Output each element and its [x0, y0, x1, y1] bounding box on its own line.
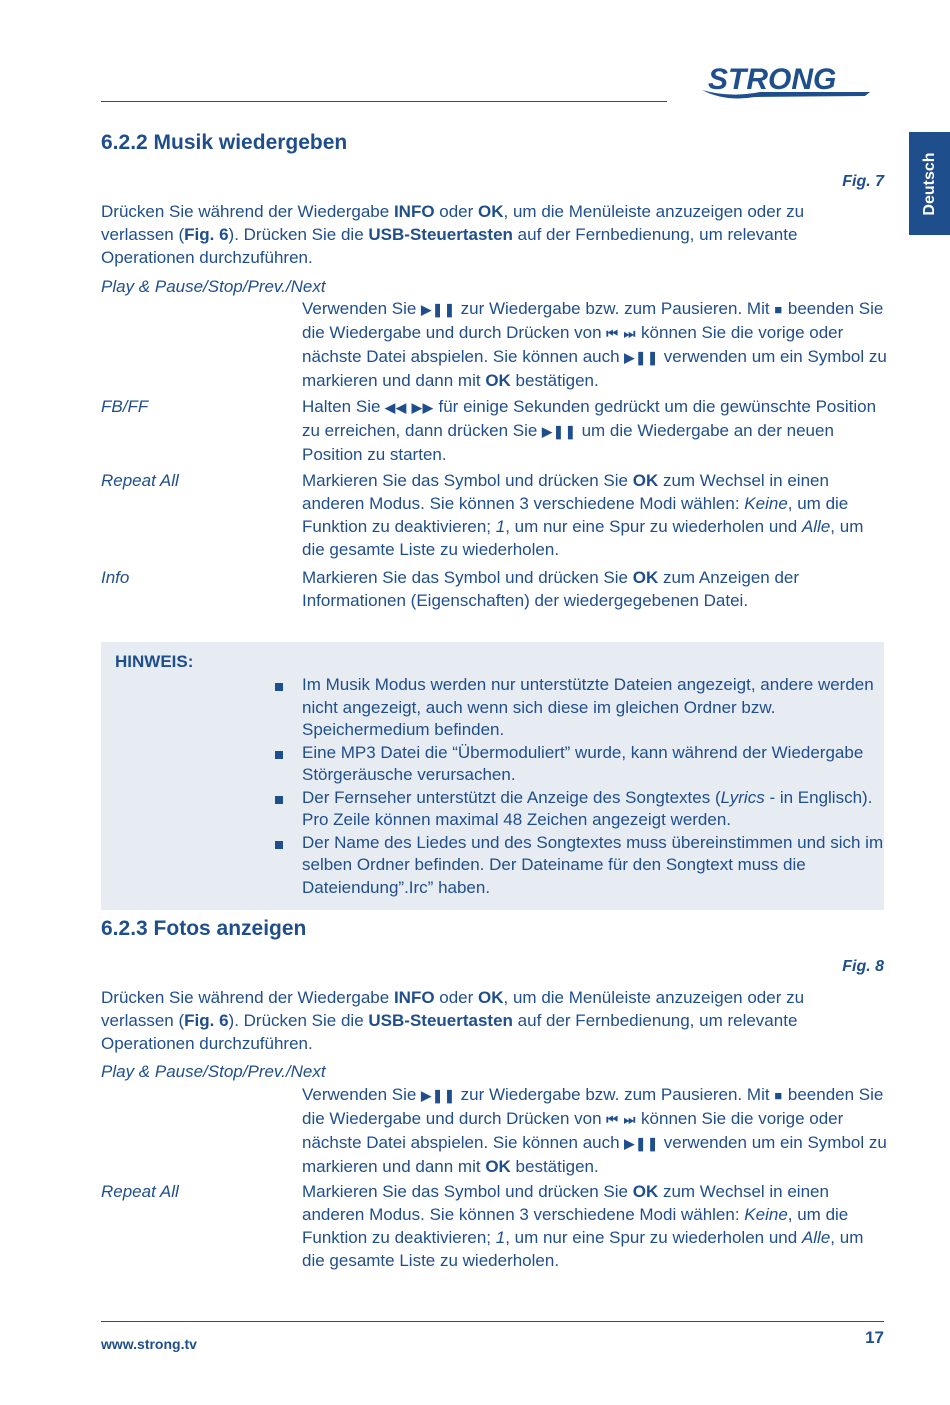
- stop-icon: ■: [774, 1088, 784, 1103]
- item-label-info: Info: [101, 568, 130, 587]
- bullet-icon: [275, 751, 283, 759]
- item-label-repeat: Repeat All: [101, 471, 179, 490]
- stop-icon: ■: [774, 302, 784, 317]
- note-item: Der Fernseher unterstützt die Anzeige des Songtextes (Lyrics - in Englisch). Pro Zeile können maximal 48 Zeichen angezeigt werden.: [302, 787, 892, 832]
- item-desc-play: Verwenden Sie ▶❚❚ zur Wiedergabe bzw. zum Pausieren. Mit ■ beenden Sie die Wiedergabe und durch Drücken von ⏮ ⏭ können Sie die vorige oder nächste Datei abspielen. Sie können auch ▶❚❚ verwenden um ein Symbol zu markieren und dann mit OK bestätigen.: [302, 1085, 887, 1176]
- svg-text:STRONG: STRONG: [708, 63, 837, 96]
- bullet-icon: [275, 841, 283, 849]
- figure-reference: Fig. 8: [842, 958, 884, 975]
- rewind-forward-icon: ◀◀ ▶▶: [385, 400, 434, 415]
- section-title-photos: 6.2.3 Fotos anzeigen: [101, 917, 307, 940]
- footer-url: www.strong.tv: [101, 1336, 197, 1352]
- language-tab: [909, 132, 950, 235]
- play-pause-icon: ▶❚❚: [421, 1088, 456, 1103]
- item-desc-repeat: Markieren Sie das Symbol und drücken Sie OK zum Wechsel in einen anderen Modus. Sie können 3 verschiedene Modi wählen: Keine, um die Funktion zu deaktivieren; 1, um nur eine Spur zu wiederholen und Alle, um die gesamte Liste zu wiederholen.: [302, 471, 864, 559]
- note-box: [101, 642, 884, 910]
- footer-rule: [101, 1321, 884, 1322]
- play-pause-icon: ▶❚❚: [624, 1136, 660, 1151]
- item-desc-repeat: Markieren Sie das Symbol und drücken Sie OK zum Wechsel in einen anderen Modus. Sie können 3 verschiedene Modi wählen: Keine, um die Funktion zu deaktivieren; 1, um nur eine Spur zu wiederholen und Alle, um die gesamte Liste zu wiederholen.: [302, 1182, 864, 1270]
- intro-paragraph: Drücken Sie während der Wiedergabe INFO oder OK, um die Menüleiste anzuzeigen oder zu verlassen (Fig. 6). Drücken Sie die USB-Steuertasten auf der Fernbedienung, um relevante Operationen durchzuführen.: [101, 202, 805, 267]
- intro-paragraph: Drücken Sie während der Wiedergabe INFO oder OK, um die Menüleiste anzuzeigen oder zu verlassen (Fig. 6). Drücken Sie die USB-Steuertasten auf der Fernbedienung, um relevante Operationen durchzuführen.: [101, 988, 805, 1053]
- play-pause-icon: ▶❚❚: [421, 302, 456, 317]
- bullet-icon: [275, 796, 283, 804]
- item-label-play: Play & Pause/Stop/Prev./Next: [101, 1062, 326, 1081]
- play-pause-icon: ▶❚❚: [542, 424, 577, 439]
- header-rule: [101, 101, 667, 102]
- note-item: Im Musik Modus werden nur unterstützte Dateien angezeigt, andere werden nicht angezeigt, auch wenn sich diese im gleichen Ordner bzw. Speichermedium befinden.: [302, 674, 892, 742]
- note-title: HINWEIS:: [115, 652, 194, 671]
- item-desc-info: Markieren Sie das Symbol und drücken Sie OK zum Anzeigen der Informationen (Eigenschaften) der wiedergegebenen Datei.: [302, 568, 800, 610]
- item-label-play: Play & Pause/Stop/Prev./Next: [101, 277, 326, 296]
- play-pause-icon: ▶❚❚: [624, 350, 660, 365]
- prev-next-icon: ⏮ ⏭: [606, 1112, 637, 1127]
- section-title-music: 6.2.2 Musik wiedergeben: [101, 131, 348, 154]
- item-label-repeat: Repeat All: [101, 1182, 179, 1201]
- prev-next-icon: ⏮ ⏭: [606, 326, 637, 341]
- figure-reference: Fig. 7: [842, 173, 884, 190]
- strong-logo: [700, 62, 885, 102]
- note-item: Der Name des Liedes und des Songtextes muss übereinstimmen und sich im selben Ordner befinden. Der Dateiname für den Songtext muss die Dateiendung”.Irc” haben.: [302, 832, 892, 900]
- language-tab-label: Deutsch: [920, 151, 938, 216]
- note-item: Eine MP3 Datei die “Übermoduliert” wurde, kann während der Wiedergabe Störgeräusche verursachen.: [302, 742, 892, 787]
- item-desc-play: Verwenden Sie ▶❚❚ zur Wiedergabe bzw. zum Pausieren. Mit ■ beenden Sie die Wiedergabe und durch Drücken von ⏮ ⏭ können Sie die vorige oder nächste Datei abspielen. Sie können auch ▶❚❚ verwenden um ein Symbol zu markieren und dann mit OK bestätigen.: [302, 299, 887, 390]
- item-desc-fbff: Halten Sie ◀◀ ▶▶ für einige Sekunden gedrückt um die gewünschte Position zu erreichen, dann drücken Sie ▶❚❚ um die Wiedergabe an der neuen Position zu starten.: [302, 397, 877, 464]
- note-list: [302, 674, 892, 899]
- bullet-icon: [275, 683, 283, 691]
- page-number: 17: [865, 1328, 884, 1347]
- item-label-fbff: FB/FF: [101, 397, 149, 416]
